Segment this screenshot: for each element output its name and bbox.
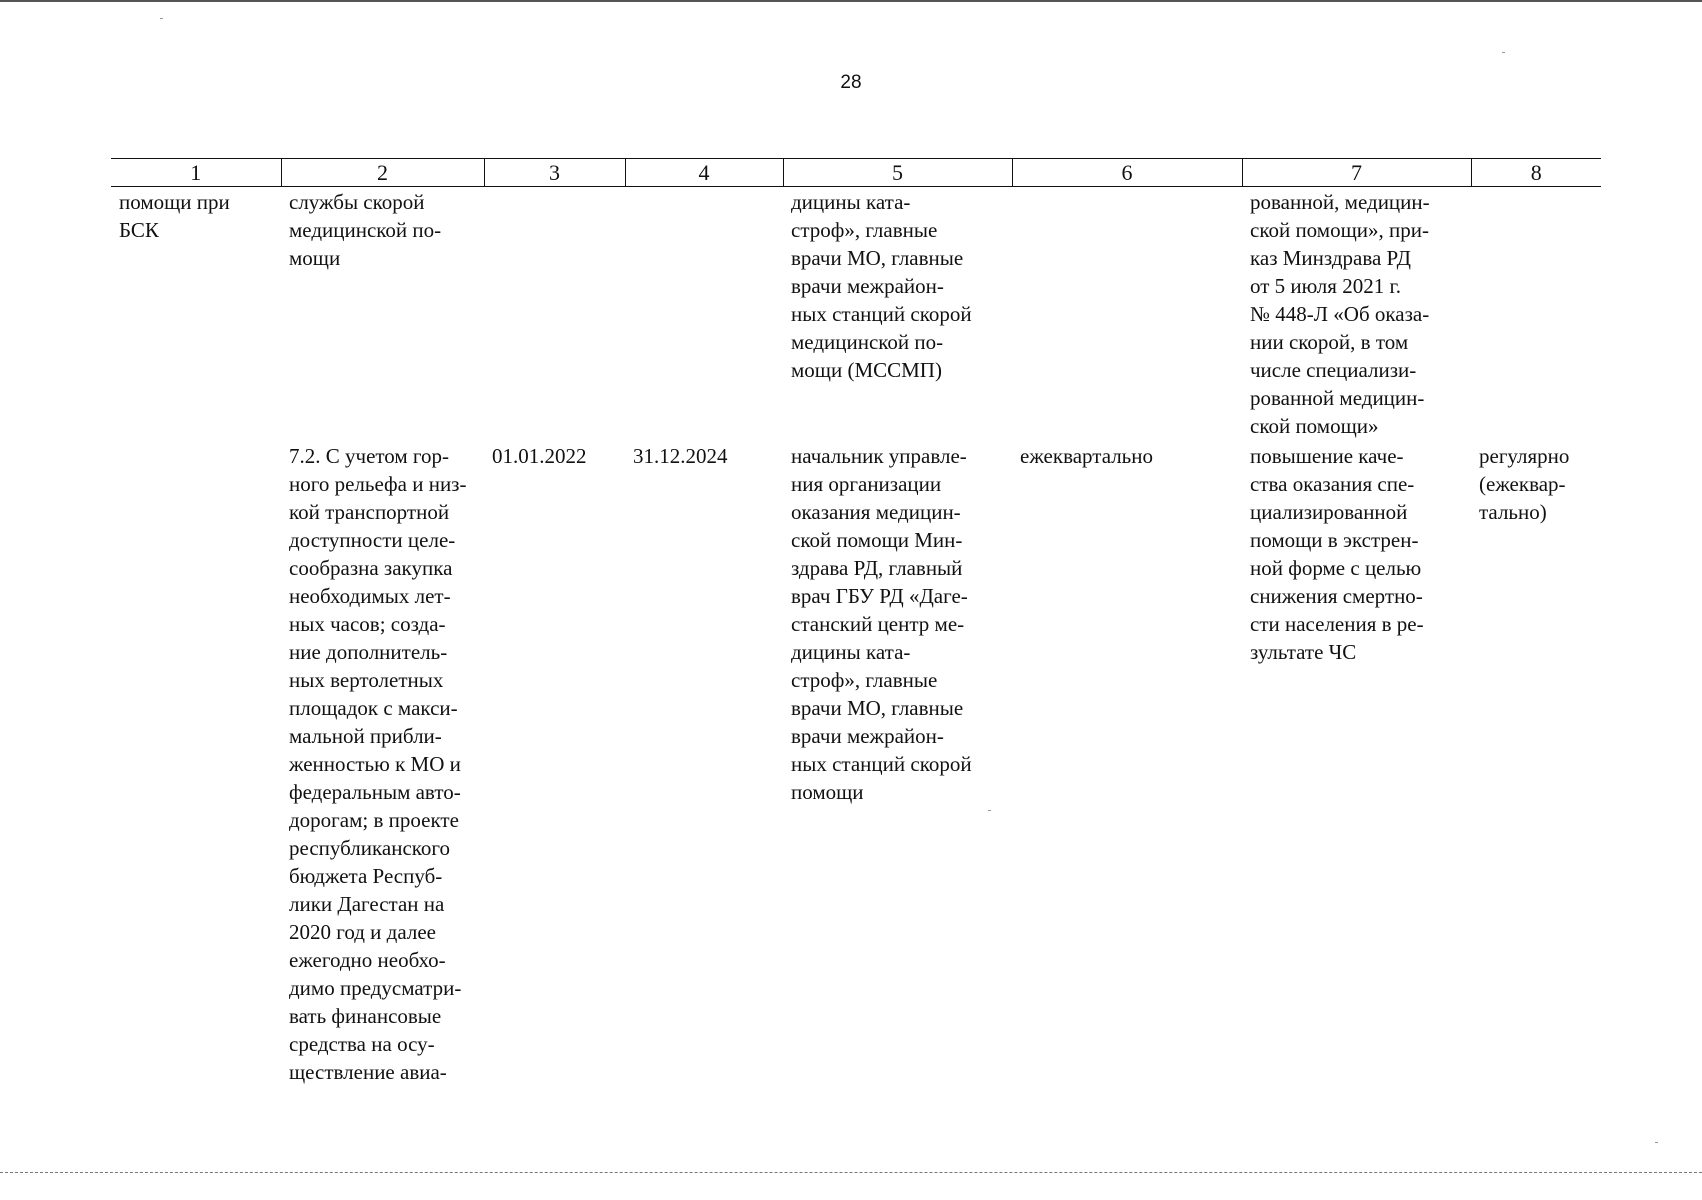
cell-measure: службы скорой медицинской по- мощи: [289, 190, 442, 270]
header-col-8: 8: [1471, 159, 1601, 187]
cell-frequency: ежеквартально: [1020, 444, 1153, 468]
page-number: 28: [840, 72, 862, 93]
cell-end-date: 31.12.2024: [633, 444, 728, 468]
cell-measure: 7.2. С учетом гор- ного рельефа и низ- кой транспортной доступности целе- сообразна закупка необходимых лет- ных часов; созда- ние дополнитель- ных вертолетных площадок с макси- мальной прибли- женностью к МО и федеральным авто- дорогам; в проекте республиканского бюджета Респуб- лики Дагестан на 2020 год и далее ежегодно необхо- димо предусматри- вать финансовые средства на осу- ществление авиа-: [289, 444, 467, 1084]
scan-speck: [1655, 1142, 1658, 1143]
cell-direction: [111, 441, 281, 1086]
header-row: [111, 159, 1601, 187]
cell-responsible: дицины ката- строф», главные врачи МО, главные врачи межрайон- ных станций скорой медицинской по- мощи (МССМП): [791, 190, 972, 382]
header-col-1: 1: [111, 159, 281, 187]
scan-bottom-edge: [0, 1172, 1702, 1173]
header-col-6: 6: [1012, 159, 1242, 187]
table-row: [111, 187, 1601, 442]
cell-control: регулярно (ежеквар- тально): [1479, 444, 1570, 524]
header-col-3: 3: [484, 159, 625, 187]
cell-control: [1471, 187, 1601, 442]
cell-frequency: [1012, 187, 1242, 442]
scan-speck: [160, 18, 163, 19]
cell-start-date: 01.01.2022: [492, 444, 587, 468]
cell-responsible: начальник управле- ния организации оказания медицин- ской помощи Мин- здрава РД, главный врач ГБУ РД «Даге- станский центр ме- дицины ката- строф», главные врачи МО, главные врачи межрайон- ных станций скорой помощи: [791, 444, 972, 804]
table-row: [111, 441, 1601, 1086]
cell-result: повышение каче- ства оказания спе- циализированной помощи в экстрен- ной форме с целью снижения смертно- сти населения в ре- зультате ЧС: [1250, 444, 1424, 664]
scan-top-edge: [0, 0, 1702, 2]
header-col-2: 2: [281, 159, 484, 187]
cell-direction: помощи при БСК: [119, 190, 230, 242]
plan-table: [111, 158, 1601, 1086]
header-col-4: 4: [625, 159, 783, 187]
header-col-7: 7: [1242, 159, 1471, 187]
cell-start-date: [484, 187, 625, 442]
cell-end-date: [625, 187, 783, 442]
header-col-5: 5: [783, 159, 1012, 187]
cell-result: рованной, медицин- ской помощи», при- каз Минздрава РД от 5 июля 2021 г. № 448-Л «Об оказа- нии скорой, в том числе специализи- рованной медицин- ской помощи»: [1250, 190, 1430, 438]
scan-speck: [1502, 52, 1505, 53]
